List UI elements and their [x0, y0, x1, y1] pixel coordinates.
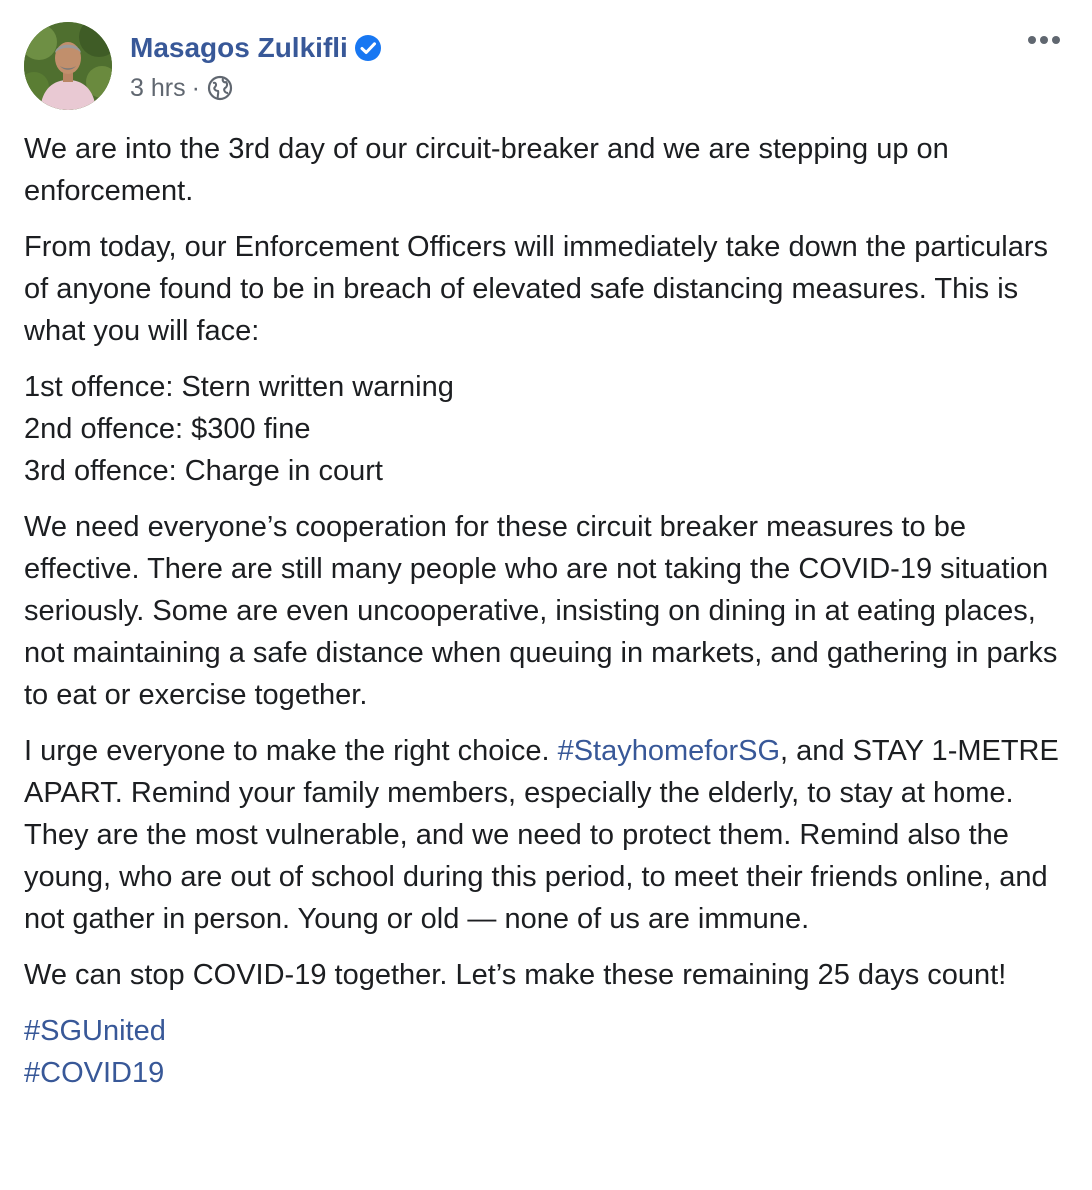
hashtag-link[interactable]: #StayhomeforSG [557, 735, 781, 767]
post-paragraph: From today, our Enforcement Officers will immediately take down the particulars of anyone found to be in breach of elevated safe distancing measures. This is what you will face: [24, 231, 1048, 347]
avatar[interactable] [24, 22, 112, 110]
meta-separator: · [191, 74, 200, 102]
offence-item: 1st offence: Stern written warning [24, 371, 454, 403]
hashtag-link[interactable]: #SGUnited [24, 1015, 166, 1047]
offence-item: 2nd offence: $300 fine [24, 413, 311, 445]
post-paragraph: We can stop COVID-19 together. Let’s make these remaining 25 days count! [24, 959, 1007, 991]
offence-item: 3rd offence: Charge in court [24, 455, 383, 487]
post-header [24, 22, 1068, 110]
paragraph-text: I urge everyone to make the right choice. [24, 735, 558, 767]
more-options-icon[interactable] [1020, 28, 1068, 52]
post-paragraph: We need everyone’s cooperation for these circuit breaker measures to be effective. There are still many people who are not taking the COVID-19 situation seriously. Some are even uncooperative, insisting on dining in at eating places, not maintaining a safe distance when queuing in markets, and gathering in parks to eat or exercise together. [24, 511, 1058, 711]
author-line [130, 30, 382, 66]
avatar-photo [24, 22, 112, 110]
globe-icon[interactable] [207, 75, 233, 101]
post-body [24, 128, 1074, 1094]
post-paragraph [24, 730, 1074, 940]
post-timestamp[interactable]: 3 hrs [130, 74, 186, 102]
hashtag-link[interactable]: #COVID19 [24, 1057, 165, 1089]
author-block [130, 30, 382, 110]
paragraph-text: , and STAY 1-METRE APART. Remind your family members, especially the elderly, to stay at home. They are the most vulnerable, and we need to protect them. Remind also the young, who are out of school during this period, to meet their friends online, and not gather in person. Young or old — none of us are immune. [24, 735, 1059, 935]
verified-badge-icon [354, 34, 382, 62]
offence-list [24, 366, 1074, 492]
author-name[interactable]: Masagos Zulkifli [130, 32, 348, 63]
post-meta [130, 66, 382, 110]
post-paragraph: We are into the 3rd day of our circuit-breaker and we are stepping up on enforcement. [24, 133, 949, 207]
hashtag-list [24, 1010, 1074, 1094]
